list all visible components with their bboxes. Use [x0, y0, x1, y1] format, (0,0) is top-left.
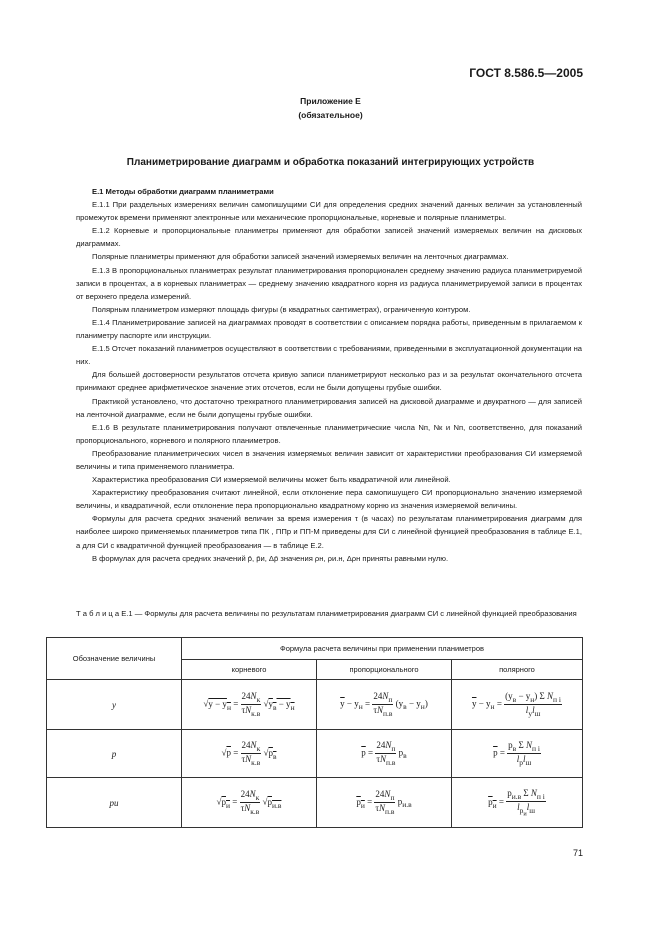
formula-table: [46, 637, 583, 828]
formula-root: √p = $\frac{24N_к}{\tau N_{к.в}}$ $√p_в$: [182, 730, 317, 778]
subheader-proportional: пропорционального: [317, 660, 452, 680]
quantity-cell: pи: [47, 778, 182, 828]
quantity-cell: p: [47, 730, 182, 778]
standard-number: ГОСТ 8.586.5—2005: [469, 66, 583, 80]
formula-root: $√p_и$ = $\frac{24N_к}{\tau N_{к.в}}$ $√p_{и.в}$: [182, 778, 317, 828]
quantity-cell: y: [47, 680, 182, 730]
formula-proportional: $\overline{y} - y_н$ = $\frac{24N_п}{\tau N_{п.в}}$ $(y_в - y_н)$: [317, 680, 452, 730]
paragraph: Е.1.2 Корневые и пропорциональные планиметры применяют для обработки записей значений измеряемых величин на дисковых диаграммах.: [76, 226, 582, 249]
section-heading: Е.1 Методы обработки диаграмм планиметрами: [92, 187, 274, 196]
subheader-polar: полярного: [452, 660, 583, 680]
formula-proportional: $\overline{p}$ = $\frac{24N_п}{\tau N_{п.в}}$ $p_в$: [317, 730, 452, 778]
paragraph: Полярным планиметром измеряют площадь фигуры (в квадратных сантиметрах), ограниченную контуром.: [92, 304, 471, 314]
paragraph: Практикой установлено, что достаточно трехкратного планиметрирования записей на дисковой диаграмме и двукратного — для записей на ленточной диаграмме, если не были допущены грубые ошибки.: [76, 396, 582, 419]
appendix-status: (обязательное): [298, 110, 363, 120]
paragraph: В формулах для расчета средних значений p̄, p̄и, Δp̄ значения ρн, ρи.н, Δρн приняты равными нулю.: [92, 553, 449, 563]
formula-polar: $p_и$ = $\frac{p_{и.в} \Sigma N_{п i}}{l_{p_и}l_ш}$: [452, 778, 583, 828]
table-caption: Т а б л и ц а Е.1 — Формулы для расчета величины по результатам планиметрирования диаграмм СИ с линейной функцией преобразования: [76, 609, 577, 618]
header-quantity: Обозначение величины: [47, 638, 182, 680]
paragraph: Полярные планиметры применяют для обработки записей значений измеряемых величин на ленточных диаграммах.: [92, 252, 509, 262]
appendix-title: Приложение Е: [300, 96, 361, 106]
paragraph: Для большей достоверности результатов отсчета кривую записи планиметрируют несколько раз и за результат окончательного отсчета принимают среднее арифметическое значение этих отсчетов, если не были допущены грубые ошибки.: [76, 370, 582, 393]
header-formula: Формула расчета величины при применении планиметров: [182, 638, 583, 660]
formula-polar: $\overline{y} - y_н$ = $\frac{(y_в - y_н) \Sigma N_{п i}}{l_yl_ш}$: [452, 680, 583, 730]
subheader-root: корневого: [182, 660, 317, 680]
paragraph: Характеристика преобразования СИ измеряемой величины может быть квадратичной или линейной.: [92, 475, 451, 485]
paragraph: Характеристику преобразования считают линейной, если отклонение пера самопишущего СИ пропорционально значению измеряемой величины, и квадратичной, если отклонение пера пропорционально квадратному корню из значения измеряемой величины.: [76, 488, 582, 511]
page-number: 71: [572, 848, 583, 858]
paragraph: Е.1.4 Планиметрирование записей на диаграммах проводят в соответствии с описанием порядка работы, приведенным в прилагаемом к планиметру паспорте или инструкции.: [76, 317, 582, 341]
page-title: Планиметрирование диаграмм и обработка показаний интегрирующих устройств: [126, 157, 535, 168]
body-text: [76, 185, 582, 565]
paragraph: Е.1.1 При раздельных измерениях величин самопишущими СИ для определения средних значений данных величин за установленный промежуток времени применяют электронные или механические пропорциональные, корневые и полярные планиметры.: [76, 200, 582, 223]
paragraph: Е.1.3 В пропорциональных планиметрах результат планиметрирования пропорционален среднему значению радиуса планиметрируемой записи в процентах, а в корневых планиметрах — среднему значению квадратного корня из радиуса планиметрируемой записи в процентах от верхнего предела измерений.: [76, 265, 582, 301]
paragraph: Формулы для расчета средних значений величин за время измерения τ (в часах) по результатам планиметрирования диаграмм для наиболее широко применяемых планиметров типа ПК , ППр и ПП-М приведены для СИ с линейной функцией преобразования в таблице Е.1, а для СИ с квадратичной функцией преобразования — в таблице Е.2.: [76, 514, 582, 550]
formula-proportional: $p_и$ = $\frac{24N_п}{\tau N_{п.в}}$ $p_{и.в}$: [317, 778, 452, 828]
formula-root: $√y - y_н$ = $\frac{24N_к}{\tau N_{к.в}}$ $√y_в - y_н$: [182, 680, 317, 730]
paragraph: Преобразование планиметрических чисел в значения измеряемых величин зависит от характеристики преобразования СИ измеряемой величины и типа применяемого планиметра.: [76, 448, 582, 471]
paragraph: Е.1.5 Отсчет показаний планиметров осуществляют в соответствии с требованиями, приведенными в эксплуатационной документации на них.: [76, 344, 582, 367]
paragraph: Е.1.6 В результате планиметрирования получают отвлеченные планиметрические числа Nп, Nк и Nп, соответственно, для показаний пропорционального, корневого и полярного планиметров.: [76, 422, 582, 445]
formula-polar: $\overline{p}$ = $\frac{p_в \Sigma N_{п i}}{l_pl_ш}$: [452, 730, 583, 778]
